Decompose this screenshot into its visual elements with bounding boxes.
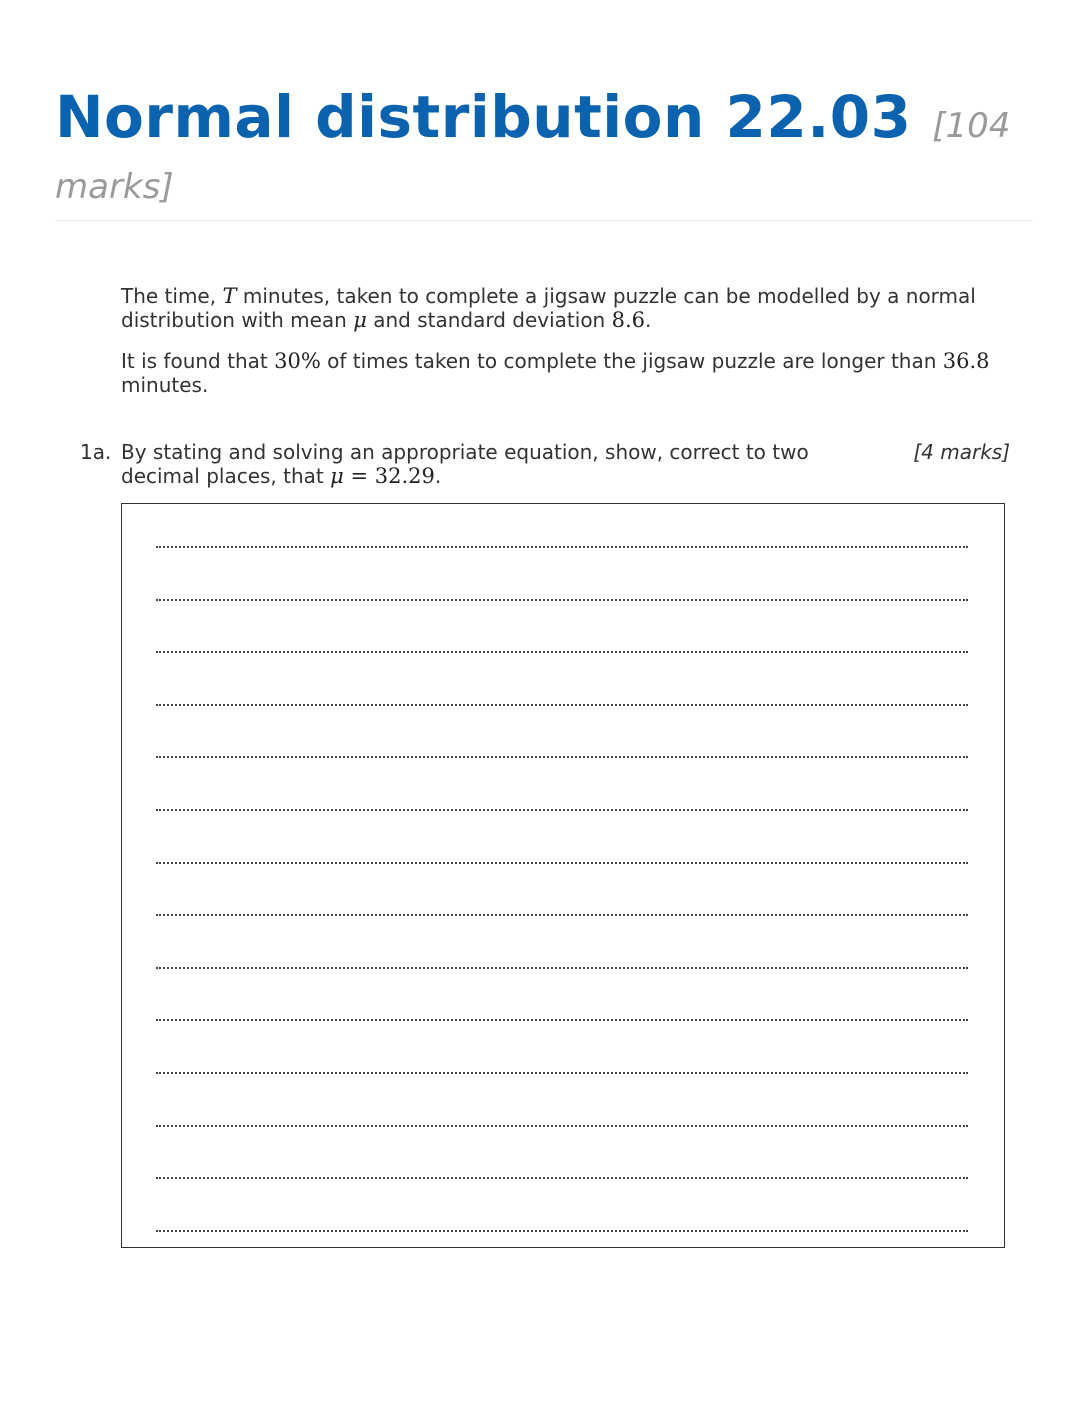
stem-paragraph-2 [121, 349, 1001, 397]
answer-line [156, 546, 968, 548]
stem-text: minutes, taken to complete a jigsaw puzzle can be modelled by a normal distribution with mean [121, 284, 976, 332]
stem-text: The time, [121, 284, 223, 308]
math-percentage: 30% [274, 349, 321, 373]
answer-line [156, 599, 968, 601]
stem-text: . [645, 308, 652, 332]
title-text: Normal distribution 22.03 [55, 83, 912, 151]
stem-paragraph-1 [121, 284, 1001, 332]
answer-line [156, 1125, 968, 1127]
math-standard-deviation: 8.6 [611, 308, 645, 332]
answer-line [156, 704, 968, 706]
answer-line [156, 1230, 968, 1232]
math-variable-t: T [222, 284, 237, 308]
answer-line [156, 862, 968, 864]
math-variable-mu: μ [353, 308, 367, 332]
answer-line [156, 914, 968, 916]
stem-text: It is found that [121, 349, 275, 373]
answer-box[interactable] [121, 503, 1005, 1248]
math-threshold-value: 36.8 [942, 349, 990, 373]
stem-text: of times taken to complete the jigsaw puzzle are longer than [320, 349, 943, 373]
answer-line [156, 967, 968, 969]
stem-text: and standard deviation [366, 308, 612, 332]
question-number: 1a. [80, 440, 112, 464]
answer-line [156, 651, 968, 653]
page-title [55, 83, 1035, 155]
answer-line [156, 1072, 968, 1074]
stem-text: minutes. [121, 373, 209, 397]
page-header [55, 83, 1035, 207]
answer-line [156, 1019, 968, 1021]
answer-line [156, 756, 968, 758]
answer-line [156, 1177, 968, 1179]
total-marks-continued: marks] [55, 167, 174, 207]
answer-line [156, 809, 968, 811]
header-divider [55, 220, 1033, 221]
question-marks: [4 marks] [913, 440, 1010, 464]
question-stem [121, 284, 1001, 414]
question-text: By stating and solving an appropriate equation, show, correct to two decimal places, that μ = 32.29. [121, 440, 809, 488]
total-marks: [104 [932, 106, 1011, 146]
math-mu-equation: μ = 32.29 [330, 464, 435, 488]
